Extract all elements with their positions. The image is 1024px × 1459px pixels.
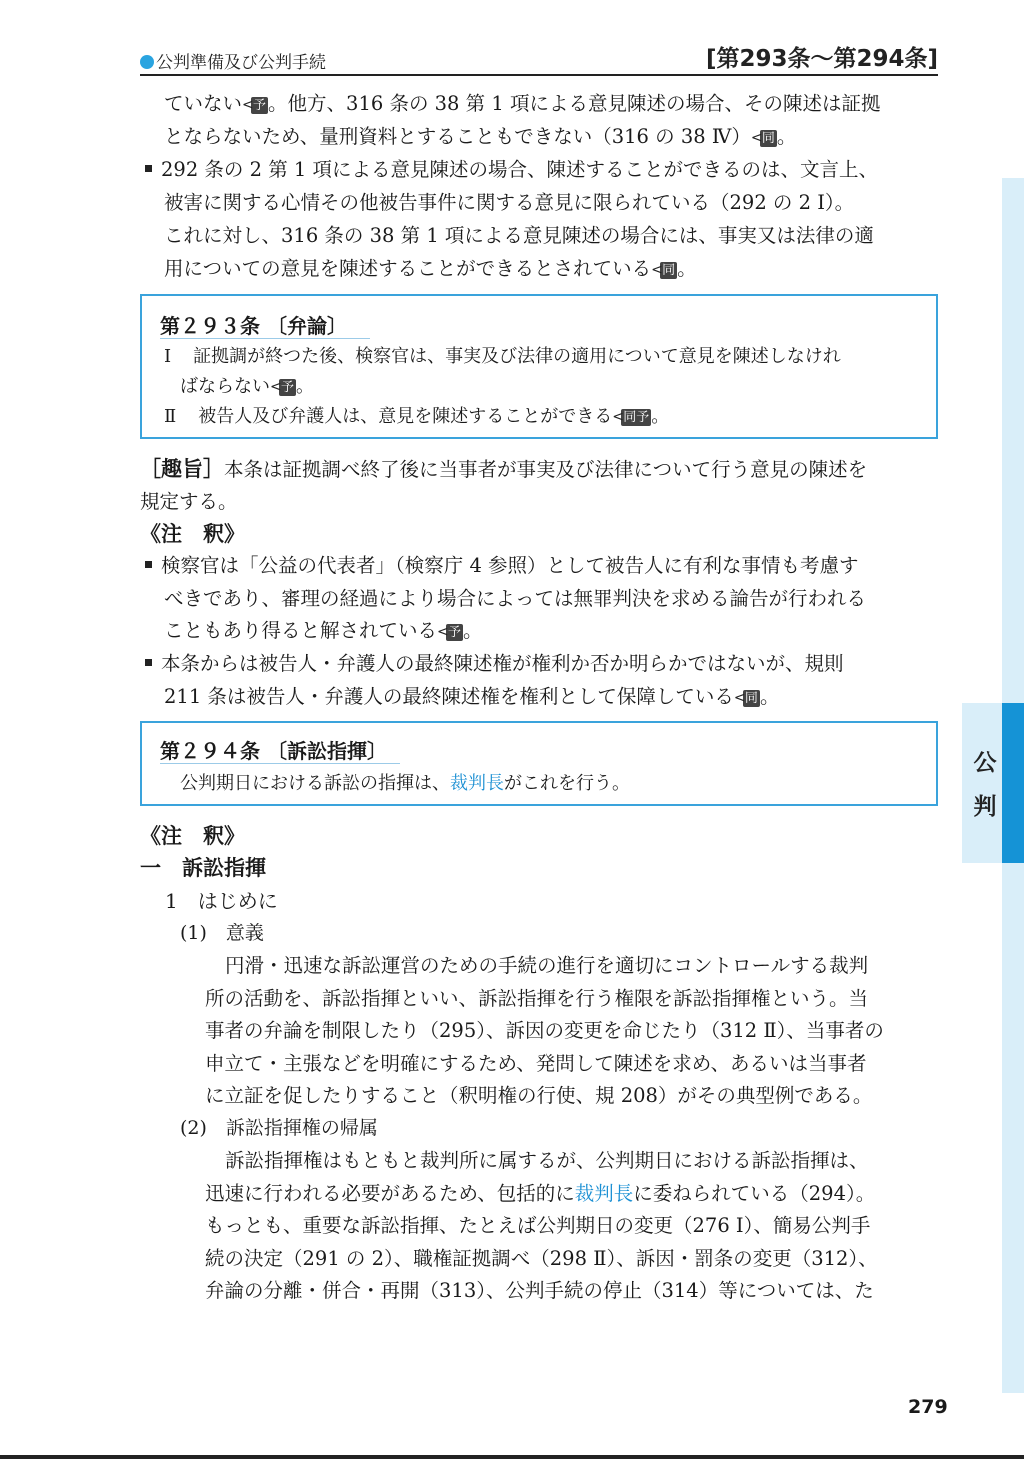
chapter-title-text: 公判準備及び公判手続	[156, 53, 326, 73]
intro-bullet-line-3: これに対し、316 条の 38 第 1 項による意見陳述の場合には、事実又は法律の適	[164, 224, 874, 247]
article-293-title: 第２９３条 〔弁論〕	[160, 314, 347, 338]
purpose-line-1	[140, 453, 867, 487]
text: 迅速に行われる必要があるため、包括的に	[205, 1182, 575, 1205]
section-heading-1: 一 訴訟指揮	[140, 856, 266, 880]
article-293-box	[140, 294, 938, 439]
article-293-para-1	[164, 342, 841, 372]
text: ていない	[164, 92, 243, 115]
text: 。	[296, 376, 315, 397]
text: ばならない	[180, 376, 270, 397]
s2-line-3: もっとも、重要な訴訟指揮、たとえば公判期日の変更（276 Ⅰ）、簡易公判手	[205, 1214, 871, 1237]
side-tab-accent	[1002, 703, 1024, 863]
text: 。	[463, 619, 483, 642]
s1-line-2: 所の活動を、訴訟指揮といい、訴訟指揮を行う権限を訴訟指揮権という。当	[205, 987, 869, 1010]
text: 検察官は「公益の代表者」（検察庁 4 参照）として被告人に有利な事情も考慮す	[161, 554, 859, 577]
intro-line-1	[164, 88, 880, 121]
intro-bullet	[145, 154, 878, 187]
article-294-box	[140, 721, 938, 806]
text: 証拠調が終つた後、検察官は、事実及び法律の適用について意見を陳述しなけれ	[193, 346, 841, 367]
bullet-dot-icon	[140, 55, 154, 69]
side-tab-char-2: 判	[973, 794, 997, 820]
purpose-label: ［趣旨］	[140, 457, 224, 481]
text: 。	[759, 685, 780, 708]
side-index-tab[interactable]	[962, 703, 1024, 863]
do-mark-icon: < 同	[743, 690, 760, 707]
article-294-body	[180, 769, 630, 799]
text: 211 条は被告人・弁護人の最終陳述権を権利として保障している	[164, 685, 734, 708]
text: こともあり得ると解されている	[164, 619, 438, 642]
text: とならないため、量刑資料とすることもできない（316 の 38 Ⅳ）	[164, 125, 751, 148]
note-293-2-line-2	[164, 681, 779, 714]
presiding-judge-term: 裁判長	[574, 1182, 634, 1205]
text: 公判期日における訴訟の指揮は、	[180, 773, 450, 794]
text: 。	[677, 257, 697, 280]
item-heading-1: (1) 意義	[180, 922, 264, 944]
yo-mark-icon: < 予	[446, 624, 463, 641]
text: 被告人及び弁護人は、意見を陳述することができる	[198, 406, 613, 427]
chapter-title	[140, 48, 326, 73]
note-293-1	[145, 550, 859, 583]
purpose-line-2: 規定する。	[140, 490, 238, 513]
text: 用についての意見を陳述することができるとされている	[164, 257, 652, 280]
text: 。他方、316 条の 38 第 1 項による意見陳述の場合、その陳述は証拠	[268, 92, 881, 115]
intro-bullet-line-2: 被害に関する心情その他被告事件に関する意見に限られている（292 の 2 Ⅰ）。	[164, 191, 855, 214]
para-number: Ⅱ	[164, 406, 177, 427]
text: 本条からは被告人・弁護人の最終陳述権が権利か否か明らかではないが、規則	[161, 652, 844, 675]
yo-mark-icon: < 予	[251, 97, 268, 114]
item-heading-2: (2) 訴訟指揮権の帰属	[180, 1117, 378, 1139]
text: に委ねられている（294）。	[633, 1182, 876, 1205]
article-293-para-1-cont	[180, 372, 314, 402]
note-293-1-line-3	[164, 615, 483, 648]
s2-line-2	[205, 1178, 875, 1211]
notes-heading-293: 《注 釈》	[140, 522, 245, 546]
doyo-mark-icon: < 同予	[621, 409, 651, 426]
note-293-2	[145, 648, 844, 681]
s1-line-1: 円滑・迅速な訴訟運営のための手続の進行を適切にコントロールする裁判	[225, 954, 869, 977]
article-294-title: 第２９４条 〔訴訟指揮〕	[160, 739, 387, 763]
title-underline	[160, 763, 400, 764]
title-underline	[160, 338, 370, 339]
s1-line-3: 事者の弁論を制限したり（295）、訴因の変更を命じたり（312 Ⅱ）、当事者の	[205, 1019, 884, 1042]
bottom-rule	[0, 1455, 1024, 1459]
subsection-heading-1: 1 はじめに	[165, 889, 278, 913]
presiding-judge-term: 裁判長	[450, 773, 504, 794]
s2-line-4: 続の決定（291 の 2）、職権証拠調べ（298 Ⅱ）、訴因・罰条の変更（312）、	[205, 1247, 878, 1270]
page-number: 279	[908, 1396, 948, 1418]
text: 。	[651, 406, 670, 427]
s1-line-4: 申立て・主張などを明確にするため、発問して陳述を求め、あるいは当事者	[205, 1052, 867, 1075]
s2-line-5: 弁論の分離・併合・再開（313）、公判手続の停止（314）等については、た	[205, 1279, 874, 1302]
text: 本条は証拠調べ終了後に当事者が事実及び法律について行う意見の陳述を	[224, 458, 868, 481]
s2-line-1: 訴訟指揮権はもともと裁判所に属するが、公判期日における訴訟指揮は、	[225, 1149, 869, 1172]
square-bullet-icon	[145, 659, 152, 666]
square-bullet-icon	[145, 561, 152, 568]
side-tab-label	[970, 741, 1000, 829]
yo-mark-icon: < 予	[279, 379, 296, 396]
intro-bullet-line-4	[164, 253, 697, 286]
notes-heading-294: 《注 釈》	[140, 824, 245, 848]
note-293-1-line-2: べきであり、審理の経過により場合によっては無罪判決を求める論告が行われる	[164, 587, 867, 610]
text: 。	[776, 125, 797, 148]
square-bullet-icon	[145, 165, 152, 172]
para-number: Ⅰ	[164, 346, 172, 367]
text: 292 条の 2 第 1 項による意見陳述の場合、陳述することができるのは、文言上、	[161, 158, 879, 181]
do-mark-icon: < 同	[660, 262, 677, 279]
s1-line-5: に立証を促したりすること（釈明権の行使、規 208）がその典型例である。	[205, 1084, 873, 1107]
page-header	[140, 40, 938, 76]
article-293-para-2	[164, 402, 669, 432]
intro-line-2	[164, 121, 796, 154]
side-tab-char-1: 公	[973, 750, 997, 776]
article-range: [第293条～第294条]	[705, 46, 938, 72]
text: がこれを行う。	[504, 773, 630, 794]
do-mark-icon: < 同	[760, 130, 777, 147]
